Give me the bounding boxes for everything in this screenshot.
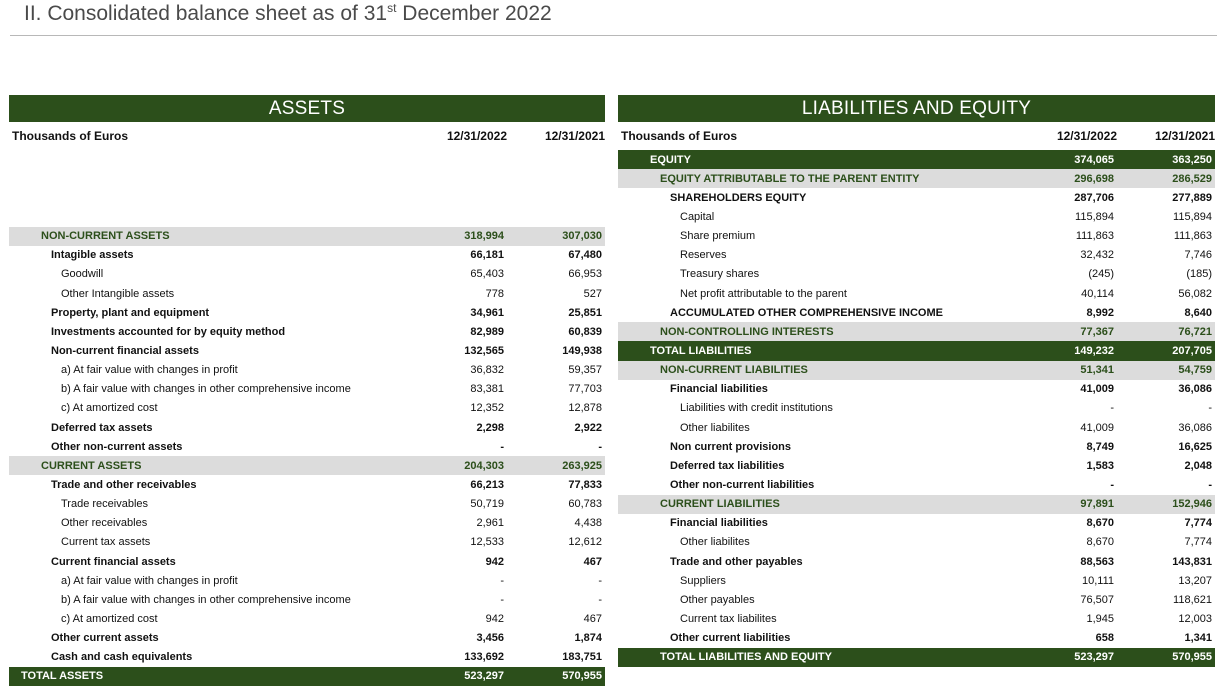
liabilities-row-value-2021: 36,086	[1178, 383, 1212, 396]
liabilities-col-2021: 12/31/2021	[1154, 129, 1215, 143]
liabilities-row-label: Share premium	[680, 230, 756, 243]
assets-row-value-2021: 4,438	[574, 517, 602, 530]
liabilities-row-value-2022: 40,114	[1081, 287, 1114, 300]
assets-row-value-2022: 2,298	[476, 421, 504, 434]
assets-row-label: b) A fair value with changes in other comprehensive income	[61, 593, 351, 606]
assets-row-value-2022: 204,303	[464, 459, 504, 472]
liabilities-row-value-2021: 7,774	[1184, 536, 1212, 549]
assets-row-value-2021: 467	[583, 612, 602, 625]
liabilities-row-value-2022: 88,563	[1080, 555, 1114, 568]
liabilities-row-label: Other non-current liabilities	[670, 478, 815, 491]
assets-column-header	[9, 122, 605, 150]
liabilities-row	[618, 284, 1215, 303]
liabilities-row-value-2022: 523,297	[1074, 651, 1114, 664]
liabilities-row	[618, 514, 1215, 533]
assets-heading: ASSETS	[9, 95, 605, 122]
assets-row-value-2022: 83,381	[470, 383, 504, 396]
assets-row	[9, 169, 605, 188]
liabilities-row-value-2021: 7,774	[1184, 517, 1212, 530]
liabilities-row-value-2022: 8,670	[1086, 536, 1114, 549]
liabilities-row-value-2021: 207,705	[1172, 344, 1212, 357]
liabilities-row-label: Financial liabilities	[670, 383, 768, 396]
liabilities-row-value-2022: 115,894	[1075, 210, 1114, 223]
assets-row	[9, 227, 605, 246]
liabilities-row-value-2021: 13,207	[1178, 574, 1212, 587]
liabilities-row-value-2021: -	[1208, 478, 1212, 491]
liabilities-row-label: ACCUMULATED OTHER COMPREHENSIVE INCOME	[670, 306, 943, 319]
assets-row-label: Current tax assets	[61, 536, 151, 549]
liabilities-row-value-2021: 2,048	[1184, 459, 1212, 472]
assets-row-value-2021: 307,030	[562, 230, 602, 243]
liabilities-row-value-2021: 143,831	[1172, 555, 1212, 568]
assets-row-value-2021: 60,839	[568, 325, 602, 338]
assets-row-value-2022: 36,832	[470, 364, 504, 377]
assets-row-label: Non-current financial assets	[51, 344, 199, 357]
liabilities-row-label: Other liabilites	[680, 536, 750, 549]
liabilities-row-value-2022: 8,670	[1086, 517, 1114, 530]
page-title	[24, 2, 552, 26]
assets-row	[9, 571, 605, 590]
assets-row-value-2021: 25,851	[568, 306, 602, 319]
liabilities-row	[618, 265, 1215, 284]
assets-row	[9, 648, 605, 667]
title-divider	[10, 35, 1217, 36]
assets-row-label: Other Intangible assets	[61, 287, 175, 300]
assets-row-value-2022: 12,352	[470, 402, 504, 415]
assets-row-value-2021: 183,751	[562, 651, 602, 664]
liabilities-row-label: Reserves	[680, 249, 727, 262]
liabilities-row-value-2022: -	[1110, 402, 1114, 415]
assets-row	[9, 341, 605, 360]
assets-row	[9, 552, 605, 571]
liabilities-column-header	[618, 122, 1215, 150]
liabilities-row-value-2022: 41,009	[1080, 421, 1114, 434]
liabilities-row-value-2022: 97,891	[1080, 498, 1114, 511]
liabilities-row	[618, 629, 1215, 648]
assets-row-label: a) At fair value with changes in profit	[61, 364, 238, 377]
assets-row-value-2022: 66,213	[470, 478, 504, 491]
assets-row	[9, 188, 605, 207]
assets-row-label: CURRENT ASSETS	[41, 459, 142, 472]
assets-row	[9, 514, 605, 533]
assets-row-label: TOTAL ASSETS	[21, 670, 104, 683]
assets-row	[9, 418, 605, 437]
liabilities-row-value-2022: 296,698	[1074, 172, 1114, 185]
liabilities-row-value-2021: 8,640	[1184, 306, 1212, 319]
assets-row-label: Goodwill	[61, 268, 104, 281]
liabilities-row	[618, 571, 1215, 590]
liabilities-row-label: Deferred tax liabilities	[670, 459, 785, 472]
liabilities-row-label: Current tax liabilites	[680, 612, 777, 625]
liabilities-row-value-2022: 111,863	[1075, 230, 1114, 243]
title-text-after: December 2022	[396, 2, 552, 25]
assets-row	[9, 150, 605, 169]
assets-row-label: Property, plant and equipment	[51, 306, 210, 319]
liabilities-row-label: EQUITY ATTRIBUTABLE TO THE PARENT ENTITY	[660, 172, 920, 185]
assets-unit-label: Thousands of Euros	[12, 129, 129, 143]
liabilities-row-label: Trade and other payables	[670, 555, 803, 568]
liabilities-row-label: Net profit attributable to the parent	[680, 287, 847, 300]
liabilities-row	[618, 456, 1215, 475]
assets-row	[9, 609, 605, 628]
liabilities-row-label: Treasury shares	[680, 268, 760, 281]
assets-row-value-2021: 527	[583, 287, 602, 300]
assets-row-label: Intagible assets	[51, 249, 134, 262]
assets-row-value-2022: 942	[485, 555, 504, 568]
assets-row-value-2022: -	[500, 574, 504, 587]
liabilities-row-label: Financial liabilities	[670, 517, 768, 530]
assets-row-value-2021: 67,480	[568, 249, 602, 262]
assets-row-label: Other current assets	[51, 632, 159, 645]
liabilities-row	[618, 475, 1215, 494]
assets-row-value-2022: 778	[485, 287, 504, 300]
assets-row-label: Other receivables	[61, 517, 148, 530]
liabilities-row-value-2021: 36,086	[1178, 421, 1212, 434]
liabilities-row-label: TOTAL LIABILITIES AND EQUITY	[660, 651, 832, 664]
assets-row-value-2021: 12,612	[568, 536, 602, 549]
liabilities-row-label: CURRENT LIABILITIES	[660, 498, 780, 511]
liabilities-row-value-2022: 51,341	[1080, 364, 1114, 377]
liabilities-row-value-2021: 12,003	[1178, 612, 1212, 625]
assets-row-label: Trade and other receivables	[51, 478, 197, 491]
assets-row	[9, 246, 605, 265]
liabilities-row-label: TOTAL LIABILITIES	[650, 344, 752, 357]
liabilities-row-value-2021: 363,250	[1172, 153, 1212, 166]
liabilities-row	[618, 246, 1215, 265]
liabilities-row-value-2021: 56,082	[1178, 287, 1212, 300]
assets-row-value-2021: 77,833	[568, 478, 602, 491]
liabilities-row	[618, 399, 1215, 418]
liabilities-row-label: NON-CURRENT LIABILITIES	[660, 364, 808, 377]
liabilities-row	[618, 609, 1215, 628]
liabilities-rows	[618, 150, 1215, 667]
assets-row	[9, 667, 605, 686]
liabilities-row-value-2021: 76,721	[1178, 325, 1212, 338]
assets-row-value-2022: 34,961	[470, 306, 504, 319]
assets-row-value-2021: -	[598, 574, 602, 587]
liabilities-row-label: Liabilities with credit institutions	[680, 402, 833, 415]
assets-row-label: b) A fair value with changes in other comprehensive income	[61, 383, 351, 396]
assets-row	[9, 456, 605, 475]
liabilities-row	[618, 418, 1215, 437]
assets-row	[9, 475, 605, 494]
assets-row-label: Investments accounted for by equity method	[51, 325, 286, 338]
assets-row-value-2022: 318,994	[464, 230, 504, 243]
assets-row-label: Cash and cash equivalents	[51, 651, 193, 664]
liabilities-row-value-2022: 8,992	[1086, 306, 1114, 319]
assets-row-value-2022: 133,692	[464, 651, 504, 664]
assets-row-value-2022: 50,719	[470, 498, 504, 511]
assets-row-value-2022: -	[500, 593, 504, 606]
assets-col-2022: 12/31/2022	[446, 129, 507, 143]
assets-row	[9, 590, 605, 609]
assets-row-value-2022: 65,403	[470, 268, 504, 281]
assets-row-label: Current financial assets	[51, 555, 176, 568]
liabilities-row-value-2022: 1,945	[1086, 612, 1114, 625]
liabilities-row-value-2022: 76,507	[1080, 593, 1114, 606]
assets-row	[9, 265, 605, 284]
liabilities-row-value-2022: 658	[1095, 632, 1114, 645]
assets-row-value-2021: 66,953	[568, 268, 602, 281]
liabilities-row-value-2022: 8,749	[1086, 440, 1114, 453]
liabilities-row-value-2021: 118,621	[1173, 593, 1212, 606]
assets-row	[9, 303, 605, 322]
liabilities-row-label: Other current liabilities	[670, 632, 791, 645]
title-superscript: st	[387, 1, 397, 15]
liabilities-row	[618, 322, 1215, 341]
assets-row-value-2021: 2,922	[574, 421, 602, 434]
assets-row-value-2022: -	[500, 440, 504, 453]
liabilities-row-label: Suppliers	[680, 574, 726, 587]
liabilities-row-value-2022: 1,583	[1086, 459, 1114, 472]
liabilities-panel	[618, 95, 1215, 667]
assets-row-value-2022: 132,565	[464, 344, 504, 357]
assets-row-value-2022: 3,456	[476, 632, 504, 645]
assets-row-label: c) At amortized cost	[61, 612, 158, 625]
assets-row-value-2021: 263,925	[562, 459, 602, 472]
liabilities-unit-label: Thousands of Euros	[621, 129, 738, 143]
assets-panel	[9, 95, 605, 686]
assets-row-value-2021: 77,703	[568, 383, 602, 396]
liabilities-row	[618, 341, 1215, 360]
liabilities-heading: LIABILITIES AND EQUITY	[618, 95, 1215, 122]
liabilities-row-value-2022: 77,367	[1080, 325, 1114, 338]
liabilities-row-value-2021: (185)	[1186, 268, 1212, 281]
assets-row	[9, 533, 605, 552]
assets-row-label: a) At fair value with changes in profit	[61, 574, 238, 587]
liabilities-row	[618, 188, 1215, 207]
liabilities-row-value-2021: 277,889	[1172, 191, 1212, 204]
assets-row-value-2022: 2,961	[476, 517, 504, 530]
liabilities-row-label: SHAREHOLDERS EQUITY	[670, 191, 807, 204]
liabilities-row	[618, 227, 1215, 246]
assets-row-value-2022: 12,533	[470, 536, 504, 549]
liabilities-row-label: Other payables	[680, 593, 755, 606]
title-text-before: II. Consolidated balance sheet as of 31	[24, 2, 388, 25]
assets-row-value-2021: 570,955	[562, 670, 602, 683]
assets-row-value-2022: 942	[485, 612, 504, 625]
assets-row-label: Other non-current assets	[51, 440, 183, 453]
assets-row-value-2021: 1,874	[574, 632, 602, 645]
liabilities-row-value-2022: 149,232	[1074, 344, 1114, 357]
liabilities-row	[618, 552, 1215, 571]
liabilities-row-value-2021: 111,863	[1173, 230, 1212, 243]
liabilities-row	[618, 207, 1215, 226]
liabilities-row-value-2022: 287,706	[1074, 191, 1114, 204]
liabilities-row-label: NON-CONTROLLING INTERESTS	[660, 325, 834, 338]
liabilities-row-label: EQUITY	[650, 153, 691, 166]
assets-row-label: NON-CURRENT ASSETS	[41, 230, 170, 243]
assets-row	[9, 437, 605, 456]
liabilities-row-value-2021: 16,625	[1178, 440, 1212, 453]
assets-row	[9, 495, 605, 514]
liabilities-row-label: Capital	[680, 210, 715, 223]
liabilities-row-value-2021: 1,341	[1184, 632, 1212, 645]
liabilities-row	[618, 590, 1215, 609]
assets-row-value-2021: -	[598, 593, 602, 606]
liabilities-row-label: Non current provisions	[670, 440, 792, 453]
liabilities-row-value-2021: 570,955	[1172, 651, 1212, 664]
assets-row-label: c) At amortized cost	[61, 402, 158, 415]
liabilities-row-value-2022: -	[1110, 478, 1114, 491]
assets-row	[9, 207, 605, 226]
liabilities-row-value-2021: 115,894	[1173, 210, 1212, 223]
liabilities-row-value-2021: 152,946	[1172, 498, 1212, 511]
liabilities-row	[618, 495, 1215, 514]
assets-col-2021: 12/31/2021	[544, 129, 605, 143]
liabilities-row-value-2022: 41,009	[1080, 383, 1114, 396]
liabilities-col-2022: 12/31/2022	[1056, 129, 1117, 143]
assets-row-value-2021: -	[598, 440, 602, 453]
assets-row	[9, 629, 605, 648]
liabilities-row-value-2022: 32,432	[1080, 249, 1114, 262]
liabilities-row-value-2021: 286,529	[1172, 172, 1212, 185]
assets-row	[9, 322, 605, 341]
liabilities-row	[618, 648, 1215, 667]
assets-row-label: Trade receivables	[61, 498, 149, 511]
assets-row-value-2021: 60,783	[568, 498, 602, 511]
assets-row	[9, 361, 605, 380]
assets-row-value-2022: 66,181	[470, 249, 504, 262]
assets-row-value-2022: 523,297	[464, 670, 504, 683]
liabilities-row-label: Other liabilites	[680, 421, 750, 434]
liabilities-row-value-2022: 374,065	[1074, 153, 1114, 166]
assets-row-value-2021: 12,878	[568, 402, 602, 415]
assets-row-value-2022: 82,989	[470, 325, 504, 338]
assets-row-value-2021: 59,357	[568, 364, 602, 377]
assets-row	[9, 284, 605, 303]
liabilities-row	[618, 169, 1215, 188]
liabilities-row	[618, 303, 1215, 322]
liabilities-row-value-2021: 7,746	[1184, 249, 1212, 262]
liabilities-row	[618, 533, 1215, 552]
assets-row-label: Deferred tax assets	[51, 421, 153, 434]
liabilities-row-value-2022: 10,111	[1081, 574, 1114, 587]
assets-row	[9, 399, 605, 418]
liabilities-row	[618, 361, 1215, 380]
assets-rows	[9, 150, 605, 686]
assets-row-value-2021: 467	[583, 555, 602, 568]
liabilities-row	[618, 150, 1215, 169]
liabilities-row-value-2022: (245)	[1088, 268, 1114, 281]
liabilities-row-value-2021: 54,759	[1178, 364, 1212, 377]
assets-row	[9, 380, 605, 399]
liabilities-row	[618, 380, 1215, 399]
assets-row-value-2021: 149,938	[562, 344, 602, 357]
liabilities-row-value-2021: -	[1208, 402, 1212, 415]
liabilities-row	[618, 437, 1215, 456]
